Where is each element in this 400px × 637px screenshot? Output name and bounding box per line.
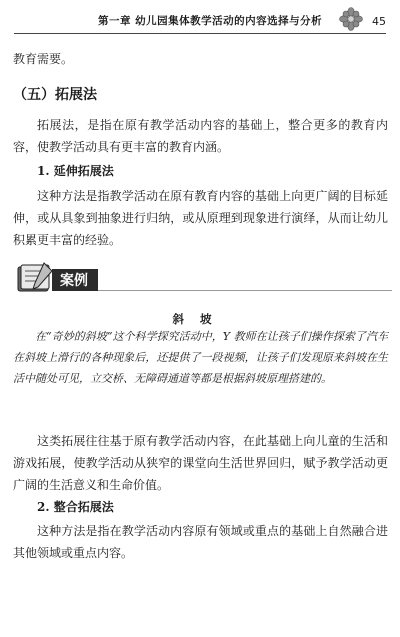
case-label: 案例 — [60, 273, 88, 289]
subsection-heading-1: 1. 延伸拓展法 — [37, 164, 114, 178]
page-number: 45 — [372, 15, 386, 28]
case-text: 在“奇妙的斜坡”这个科学探究活动中，Y 教师在让孩子们操作探索了汽车在斜坡上滑行的各种现象后，还提供了一段视频，让孩子们发现原来斜坡在生活中随处可见，立交桥、无障碍通道等都是根据斜坡原理搭建的。 — [13, 330, 388, 385]
header-rule — [14, 33, 386, 34]
flower-ornament-icon — [339, 7, 363, 31]
paragraph-continuation: 教育需要。 — [13, 52, 74, 66]
paragraph-sub1: 这种方法是指教学活动在原有教育内容的基础上向更广阔的目标延伸，或从具象到抽象进行归纳，或从原理到现象进行演绎，从而让幼儿积累更丰富的经验。 — [13, 189, 388, 247]
notebook-pencil-icon — [16, 259, 56, 295]
paragraph-after-case: 这类拓展往往基于原有教学活动内容，在此基础上向儿童的生活和游戏拓展，使教学活动从狭窄的课堂向生活世界回归，赋予教学活动更广阔的生活意义和生命价值。 — [13, 434, 388, 492]
case-banner — [12, 257, 392, 297]
case-title: 斜坡 — [172, 312, 228, 326]
case-banner-rule — [98, 290, 392, 291]
section-heading: （五）拓展法 — [13, 87, 97, 103]
page-header — [0, 0, 400, 34]
running-head-title: 第一章 幼儿园集体教学活动的内容选择与分析 — [98, 15, 323, 27]
paragraph-definition: 拓展法，是指在原有教学活动内容的基础上，整合更多的教育内容，使教学活动具有更丰富的教育内涵。 — [13, 118, 388, 154]
paragraph-sub2: 这种方法是指在教学活动内容原有领域或重点的基础上自然融合进其他领域或重点内容。 — [13, 524, 388, 560]
subsection-heading-2: 2. 整合拓展法 — [37, 500, 114, 514]
